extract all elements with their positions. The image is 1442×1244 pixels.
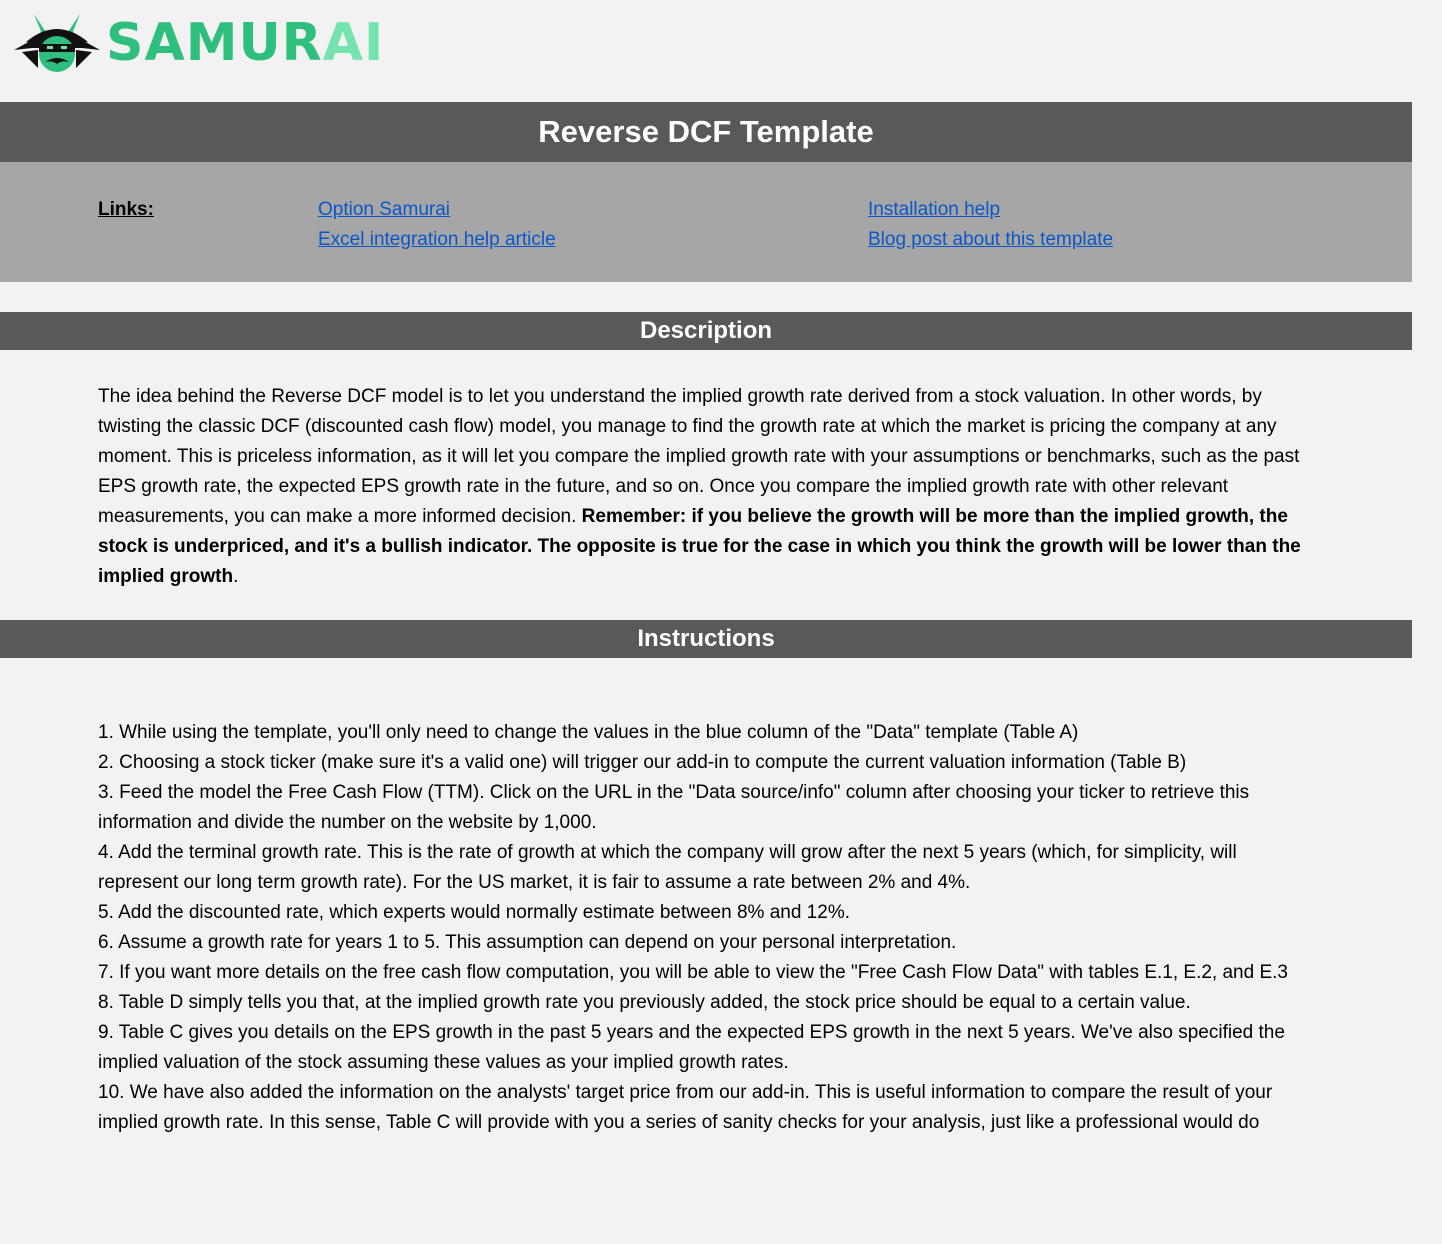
brand-wordmark: SAMURAI (106, 13, 385, 73)
instruction-item: 4. Add the terminal growth rate. This is the rate of growth at which the company will grow after the next 5 years (which, for simplicity, will represent our long term growth rate). For the US market, it is fair to assume a rate between 2% and 4%. (98, 842, 1237, 893)
description-end: . (233, 566, 239, 587)
instruction-item: 8. Table D simply tells you that, at the implied growth rate you previously added, the stock price should be equal to a certain value. (98, 992, 1191, 1013)
page-title-band (0, 102, 1412, 162)
links-panel (0, 162, 1412, 282)
instructions-list (98, 718, 1313, 1138)
page-title: Reverse DCF Template (538, 114, 874, 149)
description-heading: Description (639, 317, 773, 344)
instruction-item: 3. Feed the model the Free Cash Flow (TTM). Click on the URL in the "Data source/info" column after choosing your ticker to retrieve this information and divide the number on the website by 1,000. (98, 782, 1250, 833)
link-blog-post[interactable]: Blog post about this template (868, 229, 1114, 250)
instruction-item: 5. Add the discounted rate, which experts would normally estimate between 8% and 12%. (98, 902, 850, 923)
samurai-logo (12, 10, 384, 76)
description-body: The idea behind the Reverse DCF model is to let you understand the implied growth rate derived from a stock valuation. In other words, by twisting the classic DCF (discounted cash flow) model, you manage to find the growth rate at which the market is pricing the company at any moment. This is priceless information, as it will let you compare the implied growth rate with your assumptions or benchmarks, such as the past EPS growth rate, the expected EPS growth rate in the future, and so on. Once you compare the implied growth rate with other relevant measurements, you can make a more informed decision. (98, 386, 1300, 527)
instruction-item: 9. Table C gives you details on the EPS growth in the past 5 years and the expected EPS growth in the next 5 years. We've also specified the implied valuation of the stock assuming these values as your implied growth rates. (98, 1022, 1285, 1073)
description-text (98, 382, 1313, 592)
links-label: Links: (98, 199, 154, 220)
link-option-samurai[interactable]: Option Samurai (318, 199, 451, 220)
instructions-heading-band (0, 620, 1412, 658)
instruction-item: 1. While using the template, you'll only need to change the values in the blue column of the "Data" template (Table A) (98, 722, 1079, 743)
instruction-item: 10. We have also added the information on the analysts' target price from our add-in. This is useful information to compare the result of your implied growth rate. In this sense, Table C will provide with you a series of sanity checks for your analysis, just like a professional would do (98, 1082, 1273, 1133)
description-heading-band (0, 312, 1412, 350)
instructions-heading: Instructions (637, 625, 775, 652)
link-excel-integration-help[interactable]: Excel integration help article (318, 229, 556, 250)
link-installation-help[interactable]: Installation help (868, 199, 1001, 220)
description-remember-note: Remember: if you believe the growth will be more than the implied growth, the stock is underpriced, and it's a bullish indicator. The opposite is true for the case in which you think the growth will be lower than the implied growth (98, 506, 1301, 587)
samurai-helmet-icon (12, 10, 102, 76)
instruction-item: 7. If you want more details on the free cash flow computation, you will be able to view the "Free Cash Flow Data" with tables E.1, E.2, and E.3 (98, 962, 1288, 983)
instruction-item: 2. Choosing a stock ticker (make sure it's a valid one) will trigger our add-in to compute the current valuation information (Table B) (98, 752, 1187, 773)
instruction-item: 6. Assume a growth rate for years 1 to 5. This assumption can depend on your personal interpretation. (98, 932, 957, 953)
